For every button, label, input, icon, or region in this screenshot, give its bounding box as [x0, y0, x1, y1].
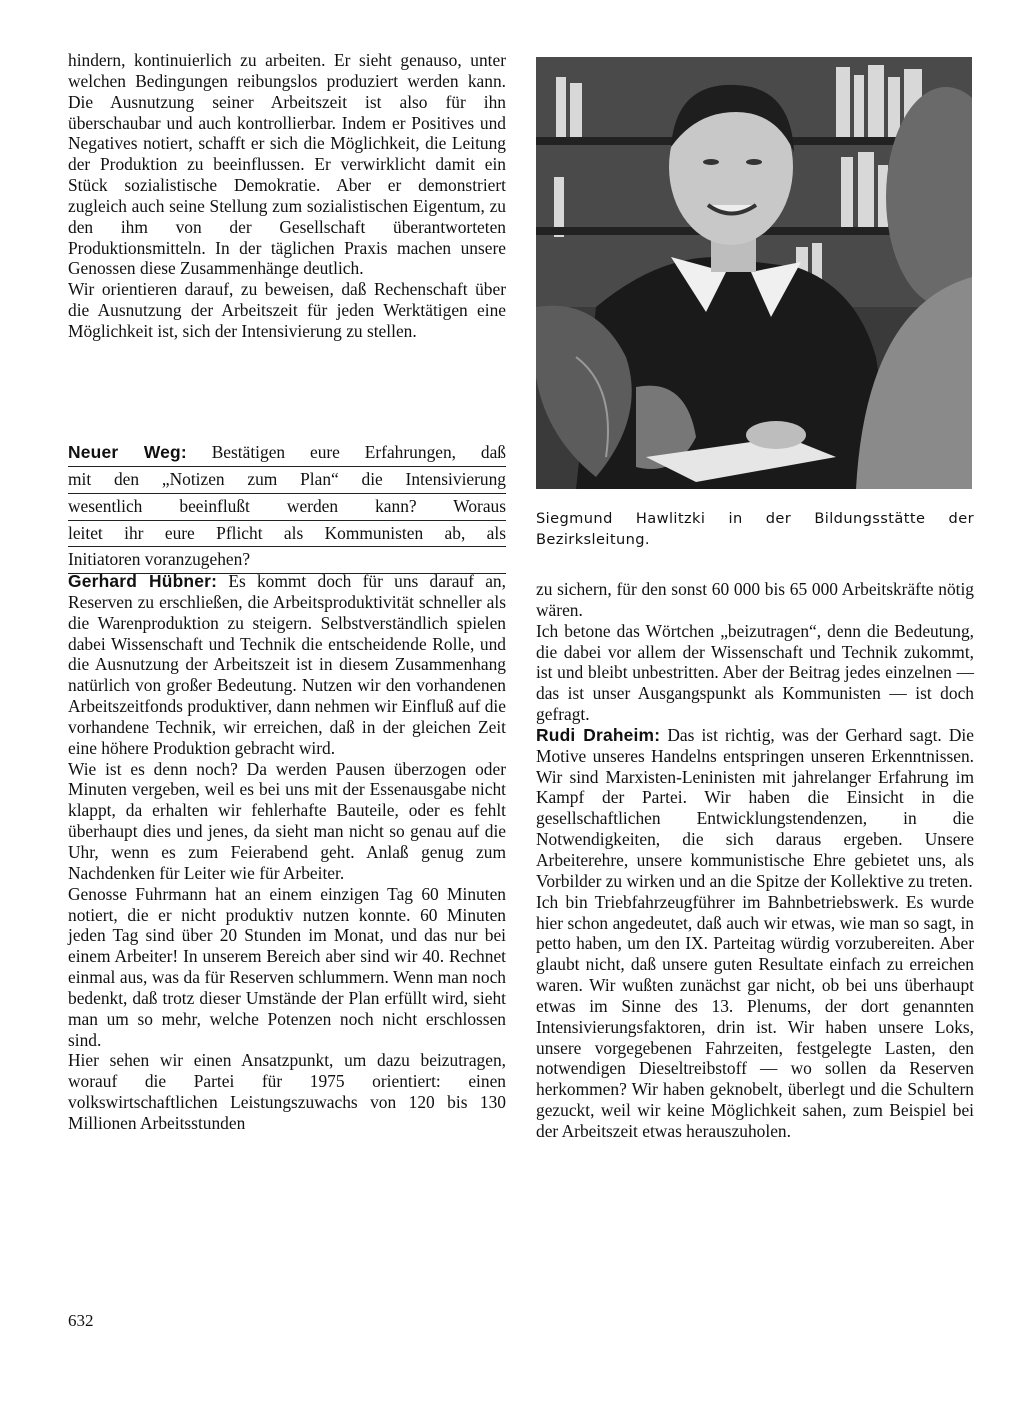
interview-question	[68, 442, 506, 576]
question-line: leitet ihr eure Pflicht als Kommunisten ab, als	[68, 523, 506, 548]
right-column-text	[536, 579, 974, 1142]
question-line: Neuer Weg: Bestätigen eure Erfahrungen, daß	[68, 442, 506, 467]
speaker-label: Gerhard Hübner:	[68, 571, 218, 591]
speaker-label: Neuer Weg:	[68, 442, 187, 462]
portrait-photo	[536, 57, 972, 489]
photo-caption: Siegmund Hawlitzki in der Bildungsstätte der Bezirksleitung.	[536, 510, 974, 548]
paragraph: zu sichern, für den sonst 60 000 bis 65 000 Arbeitskräfte nötig wären.	[536, 579, 974, 620]
left-column-bottom-text	[68, 571, 506, 1134]
paragraph: Rudi Draheim: Das ist richtig, was der Gerhard sagt. Die Motive unseres Handelns entspringen unseren Erkenntnissen. Wir sind Marxisten-Leninisten mit jahrelanger Erfahrung im Kampf der Partei. Wir haben die Einsicht in die gesellschaftlichen Entwicklungstendenzen, in die Notwendigkeiten, die sich daraus ergeben. Unsere Arbeiterehre, unsere kommunistische Ehre gebietet uns, als Vorbilder zu wirken und an die Spitze der Kollektive zu treten.	[536, 724, 974, 891]
paragraph: hindern, kontinuierlich zu arbeiten. Er sieht genauso, unter welchen Bedingungen reibungslos produziert werden kann. Die Ausnutzung seiner Arbeitszeit ist also für ihn überschaubar und auch kontrollierbar. Indem er Positives und Negatives notiert, schafft er sich die Möglichkeit, die Leitung der Produktion zu beeinflussen. Er verwirklicht damit ein Stück sozialistische Demokratie. Aber er demonstriert zugleich auch seine Stellung zum sozialistischen Eigentum, zu den ihm von der Gesellschaft überantworteten Produktionsmitteln. In der täglichen Praxis machen unsere Genossen diese Zusammenhänge deutlich.	[68, 50, 506, 279]
paragraph: Hier sehen wir einen Ansatzpunkt, um dazu beizutragen, worauf die Partei für 1975 orientiert: einen volkswirtschaftlichen Leistungszuwachs von 120 bis 130 Millionen Arbeitsstunden	[68, 1050, 506, 1133]
paragraph: Ich bin Triebfahrzeugführer im Bahnbetriebswerk. Es wurde hier schon angedeutet, daß auch wir etwas, wie man so sagt, in petto haben, um den IX. Parteitag würdig vorzubereiten. Aber glaubt nicht, daß unsere guten Resultate einfach zu erreichen waren. Wir wußten zunächst gar nicht, ob bei uns überhaupt etwas im Sinne des 13. Plenums, der dort genannten Intensivierungsfaktoren, drin ist. Wir haben unsere Loks, unsere vorgegebenen Fahrzeiten, festgelegte Lasten, den notwendigen Dieseltreibstoff — wo sollen da Reserven herkommen? Wir haben geknobelt, überlegt und die Schultern gezuckt, weil wir keine Möglichkeit sahen, zum Beispiel bei der Arbeitszeit etwas herauszuholen.	[536, 891, 974, 1141]
paragraph: Ich betone das Wörtchen „beizutragen“, denn die Bedeutung, die dabei vor allem der Wissenschaft und Technik zukommt, ist und bleibt unbestritten. Aber der Beitrag jedes einzelnen — das ist unser Ausgangspunkt als Kommunisten — ist doch gefragt.	[536, 620, 974, 725]
question-line: wesentlich beeinflußt werden kann? Woraus	[68, 496, 506, 521]
paragraph: Wie ist es denn noch? Da werden Pausen überzogen oder Minuten vergeben, weil es bei uns mit der Essenausgabe nicht klappt, da erhalten wir fehlerhafte Bauteile, oder es fehlt überhaupt dies und jenes, da sieht man nicht so genau auf die Uhr, wenn es zum Feierabend geht. Anlaß genug zum Nachdenken für Leiter wie für Arbeiter.	[68, 758, 506, 883]
question-line: Initiatoren voranzugehen?	[68, 549, 506, 574]
left-column-top-text	[68, 50, 506, 342]
photo-illustration	[536, 57, 972, 489]
question-line: mit den „Notizen zum Plan“ die Intensivierung	[68, 469, 506, 494]
paragraph: Gerhard Hübner: Es kommt doch für uns darauf an, Reserven zu erschließen, die Arbeitsproduktivität schneller als die Warenproduktion zu steigern. Selbstverständlich spielen dabei Wissenschaft und Technik die entscheidende Rolle, und die Ausnutzung der Arbeitszeit ist in diesem Zusammenhang natürlich von großer Bedeutung. Nutzen wir den vorhandenen Arbeitszeitfonds produktiver, dann nehmen wir Einfluß auf die vorhandene Technik, wir erreichen, daß in der gleichen Zeit eine höhere Produktion gebracht wird.	[68, 571, 506, 758]
speaker-label: Rudi Draheim:	[536, 724, 661, 745]
paragraph: Wir orientieren darauf, zu beweisen, daß Rechenschaft über die Ausnutzung der Arbeitszeit für jeden Werktätigen eine Möglichkeit ist, sich der Intensivierung zu stellen.	[68, 279, 506, 341]
paragraph: Genosse Fuhrmann hat an einem einzigen Tag 60 Minuten notiert, die er nicht produktiv nutzen konnte. 60 Minuten jeden Tag sind über 20 Stunden im Monat, und das nur bei einem Arbeiter! In unserem Bereich aber sind wir 40. Rechnet einmal aus, was da für Reserven schlummern. Wenn man noch bedenkt, daß trotz dieser Umstände der Plan erfüllt wird, sieht man um so mehr, welche Potenzen noch nicht erschlossen sind.	[68, 883, 506, 1050]
page-number: 632	[68, 1311, 94, 1330]
